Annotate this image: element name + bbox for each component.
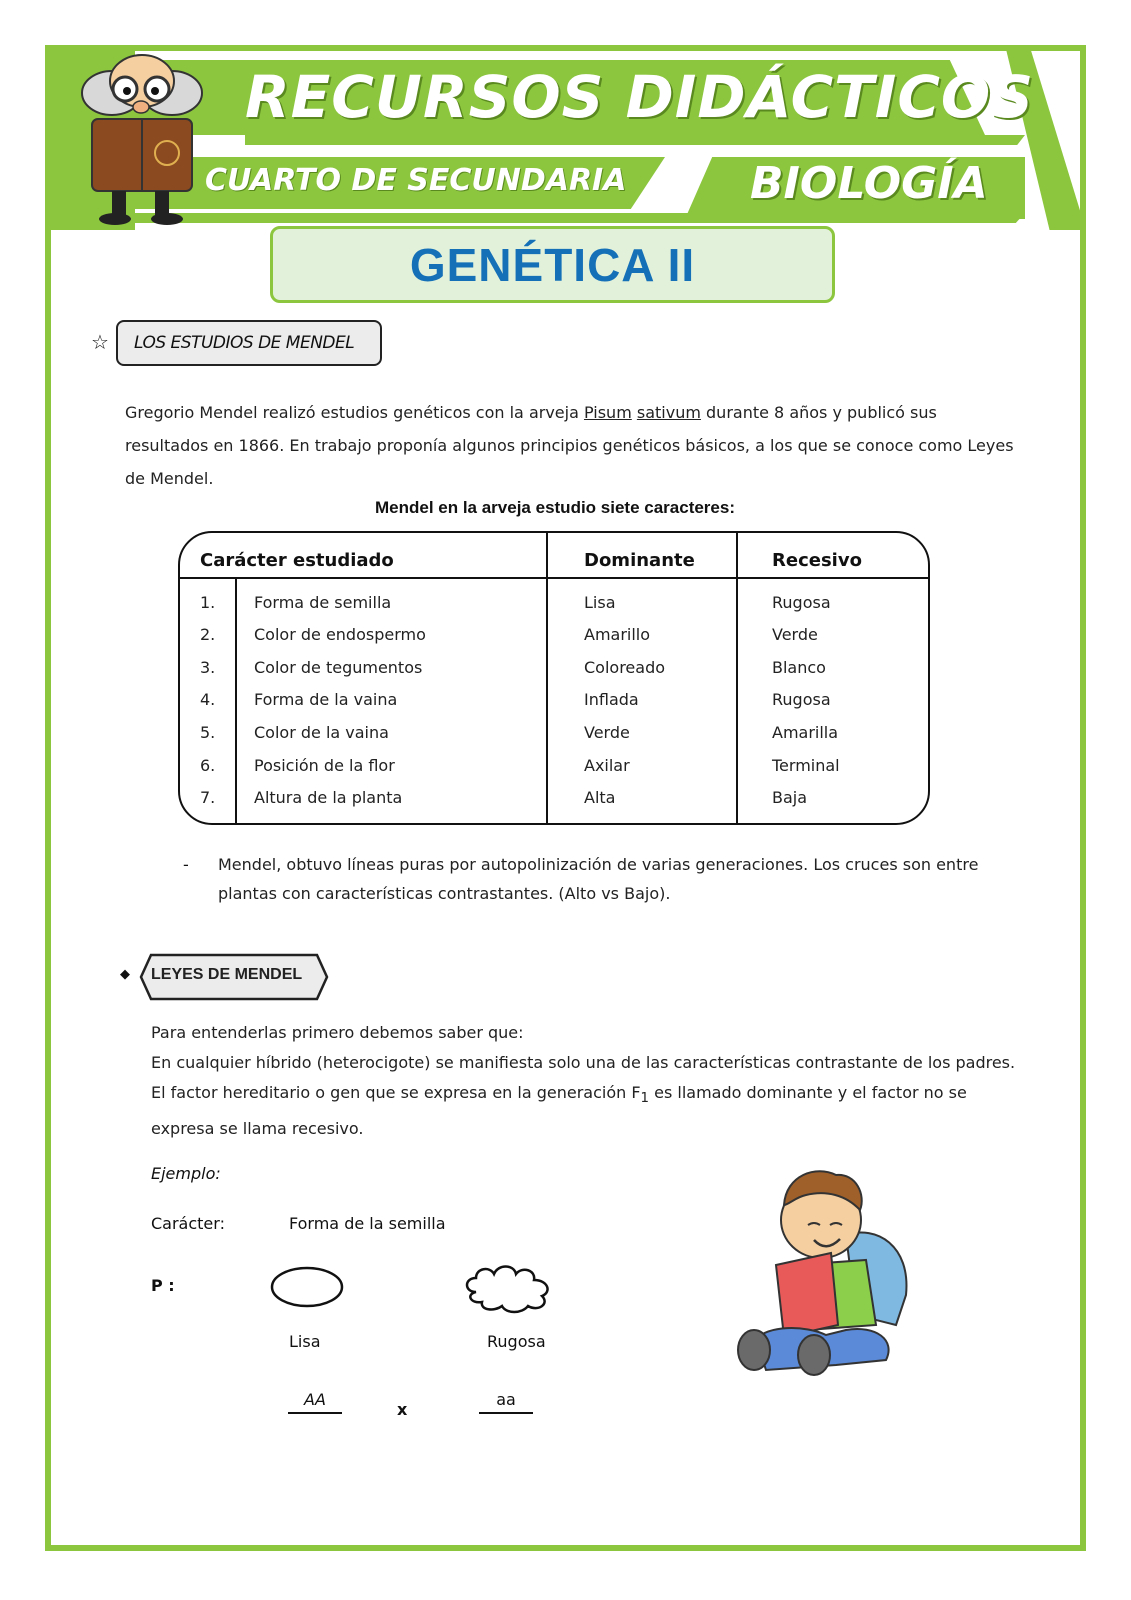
row-recesivo: Blanco	[772, 658, 826, 677]
row-number: 5.	[200, 723, 216, 742]
topic-title-box	[270, 226, 835, 303]
banner-subject: BIOLOGÍA	[750, 158, 988, 209]
table-num-divider	[235, 577, 237, 823]
table-header-dominante: Dominante	[584, 550, 695, 571]
row-dominante: Axilar	[584, 756, 630, 775]
genotype-dominant: AA	[288, 1390, 342, 1414]
table-caption: Mendel en la arveja estudio siete caracteres:	[374, 498, 735, 517]
dash-bullet: -	[183, 855, 189, 874]
species-epithet: sativum	[636, 403, 701, 422]
caracter-label: Carácter:	[151, 1214, 225, 1233]
table-col-divider	[736, 533, 738, 823]
f1-subscript: 1	[640, 1091, 650, 1107]
intro-text-pre: Gregorio Mendel realizó estudios genéticos con la arveja	[125, 403, 584, 422]
table-header-caracter: Carácter estudiado	[200, 550, 394, 571]
row-number: 4.	[200, 690, 216, 709]
table-header-recesivo: Recesivo	[772, 550, 862, 571]
banner-stripe	[245, 135, 1025, 145]
row-number: 2.	[200, 625, 216, 644]
row-dominante: Coloreado	[584, 658, 666, 677]
parent2-label: Rugosa	[487, 1332, 546, 1351]
professor-illustration	[57, 51, 217, 226]
row-number: 3.	[200, 658, 216, 677]
intro-text-post: durante 8 años y publicó sus resultados en 1866. En trabajo proponía algunos principios genéticos básicos, a los que se conoce como Leyes de Mendel.	[125, 403, 1014, 488]
wrinkled-seed-icon	[462, 1262, 554, 1314]
row-number: 7.	[200, 788, 216, 807]
intro-paragraph	[125, 396, 1025, 495]
row-number: 1.	[200, 593, 216, 612]
header-banner	[45, 45, 1086, 230]
section1-heading-box	[116, 320, 382, 366]
banner-title: RECURSOS DIDÁCTICOS	[245, 63, 1034, 131]
row-dominante: Verde	[584, 723, 630, 742]
genotype-recessive: aa	[479, 1390, 533, 1414]
caracter-value: Forma de la semilla	[289, 1214, 446, 1233]
row-recesivo: Rugosa	[772, 690, 831, 709]
table-header-rule	[180, 577, 928, 579]
laws-intro-line2	[151, 1048, 1021, 1144]
species-genus: Pisum	[583, 403, 632, 422]
banner-stripe-bottom	[105, 213, 1025, 223]
row-caracter: Forma de semilla	[254, 593, 392, 612]
star-bullet-icon: ☆	[91, 330, 109, 354]
row-dominante: Alta	[584, 788, 616, 807]
reading-child-illustration	[726, 1165, 926, 1380]
laws-text-post: es llamado dominante y el factor no se expresa se llama recesivo.	[151, 1083, 967, 1139]
row-recesivo: Terminal	[772, 756, 840, 775]
row-dominante: Inflada	[584, 690, 639, 709]
characters-table	[178, 531, 930, 825]
row-caracter: Altura de la planta	[254, 788, 403, 807]
section2-heading: LEYES DE MENDEL	[151, 966, 303, 983]
banner-grade: CUARTO DE SECUNDARIA	[205, 163, 627, 198]
laws-text-pre: En cualquier híbrido (heterocigote) se manifiesta solo una de las características contrastante de los padres. El factor hereditario o gen que se expresa en la generación F	[151, 1053, 1016, 1102]
topic-title: GENÉTICA II	[409, 239, 696, 291]
row-recesivo: Amarilla	[772, 723, 839, 742]
pure-lines-note: Mendel, obtuvo líneas puras por autopolinización de varias generaciones. Los cruces son entre plantas con características contrastantes. (Alto vs Bajo).	[218, 855, 979, 903]
row-caracter: Posición de la flor	[254, 756, 395, 775]
smooth-seed-icon	[269, 1265, 345, 1309]
row-caracter: Color de la vaina	[254, 723, 389, 742]
row-dominante: Amarillo	[584, 625, 651, 644]
parental-label: P :	[151, 1276, 175, 1295]
laws-intro	[151, 1018, 1021, 1144]
laws-intro-line1: Para entenderlas primero debemos saber que:	[151, 1023, 524, 1042]
row-number: 6.	[200, 756, 216, 775]
cross-symbol: x	[397, 1400, 408, 1419]
example-label: Ejemplo:	[151, 1164, 221, 1183]
diamond-bullet-icon: ◆	[120, 967, 130, 982]
row-caracter: Color de endospermo	[254, 625, 426, 644]
section1-heading: LOS ESTUDIOS DE MENDEL	[134, 333, 355, 353]
row-recesivo: Verde	[772, 625, 818, 644]
row-caracter: Forma de la vaina	[254, 690, 398, 709]
row-dominante: Lisa	[584, 593, 616, 612]
row-recesivo: Baja	[772, 788, 808, 807]
row-caracter: Color de tegumentos	[254, 658, 423, 677]
parent1-label: Lisa	[289, 1332, 321, 1351]
table-col-divider	[546, 533, 548, 823]
row-recesivo: Rugosa	[772, 593, 831, 612]
